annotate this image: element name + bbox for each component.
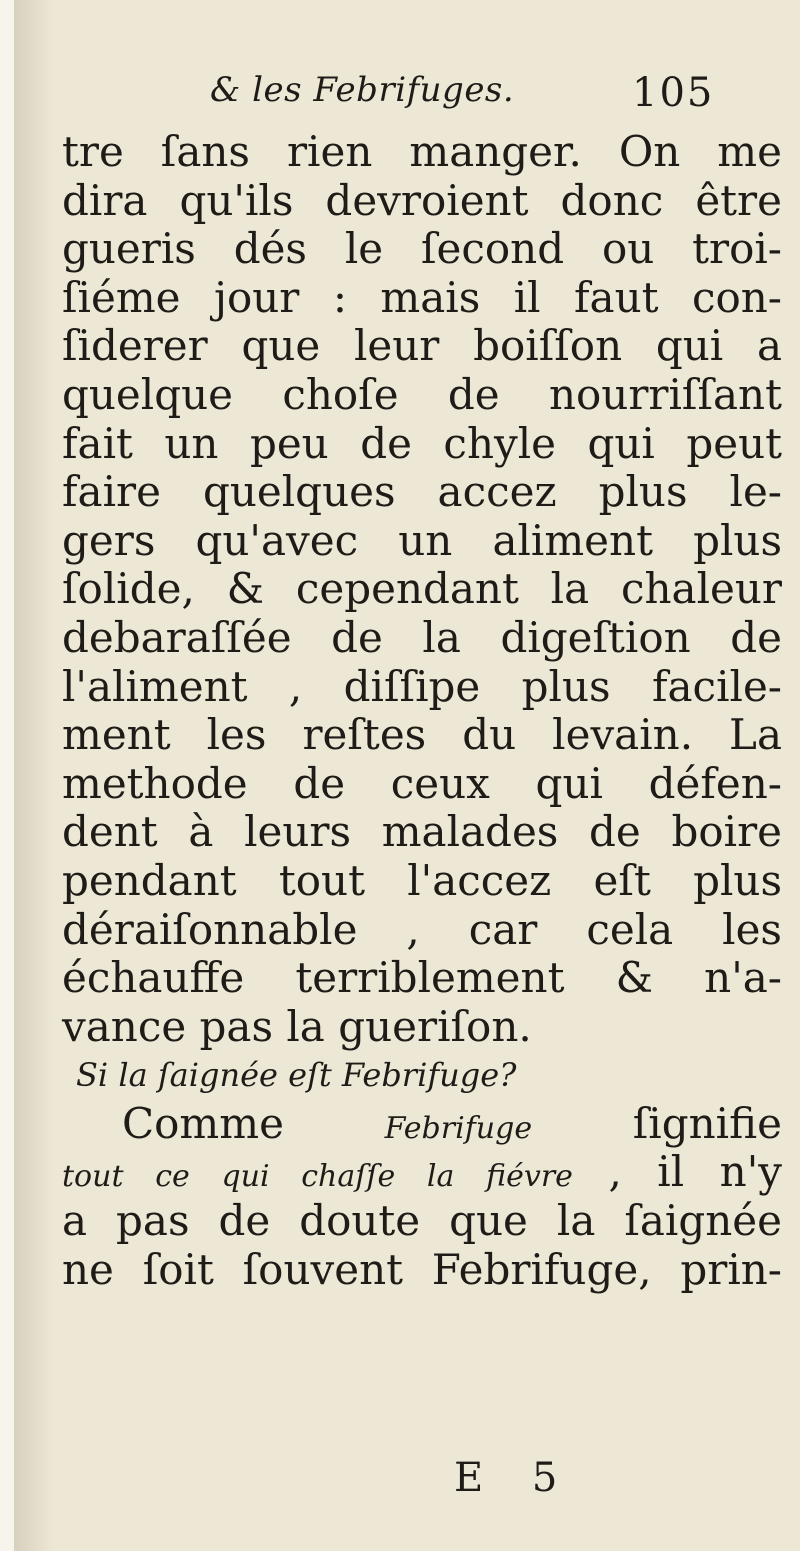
- text-line: vance pas la gueriſon.: [62, 1001, 532, 1051]
- text-line: déraiſonnable , car cela les: [62, 904, 782, 954]
- text-line: [62, 1100, 782, 1149]
- text-line: pendant tout l'accez eſt plus: [62, 855, 782, 905]
- italic-phrase: tout ce qui chaſſe la fiévre: [62, 1159, 573, 1195]
- text-line: ne ſoit ſouvent Febrifuge, prin-: [62, 1244, 782, 1294]
- page-header: [14, 70, 800, 120]
- text-line: debaraſſée de la digeſtion de: [62, 612, 782, 662]
- text-fragment: Comme: [122, 1098, 284, 1148]
- text-line: a pas de doute que la ſaignée: [62, 1196, 782, 1246]
- italic-term: Febrifuge: [384, 1110, 533, 1146]
- text-line: gueris dés le ſecond ou troi-: [62, 224, 782, 274]
- text-line: ſiéme jour : mais il faut con-: [62, 272, 782, 322]
- text-line: dent à leurs malades de boire: [62, 807, 782, 857]
- running-title: & les Febrifuges.: [210, 70, 515, 110]
- section-heading: Si la ſaignée eſt Febrifuge?: [76, 1056, 517, 1095]
- text-line: fait un peu de chyle qui peut: [62, 418, 782, 468]
- text-line: l'aliment , diſſipe plus facile-: [62, 661, 782, 711]
- body-text: [62, 128, 782, 1294]
- text-line: ſolide, & cependant la chaleur: [62, 564, 782, 614]
- text-line: methode de ceux qui défen-: [62, 758, 782, 808]
- gutter-shadow: [14, 0, 54, 1551]
- text-line: dira qu'ils devroient donc être: [62, 175, 782, 225]
- text-line: échauffe terriblement & n'a-: [62, 953, 782, 1003]
- text-line: quelque choſe de nourriſſant: [62, 369, 782, 419]
- text-line: ſiderer que leur boiſſon qui a: [62, 321, 782, 371]
- text-line: gers qu'avec un aliment plus: [62, 515, 782, 565]
- text-fragment: ſignifie: [632, 1098, 782, 1148]
- text-line: [62, 1148, 782, 1197]
- text-line: ment les reſtes du levain. La: [62, 710, 782, 760]
- text-line: tre ſans rien manger. On me: [62, 127, 782, 176]
- text-line: faire quelques accez plus le-: [62, 467, 782, 517]
- page-number: 105: [632, 70, 715, 116]
- signature-mark: E 5: [454, 1455, 576, 1501]
- text-fragment: , il n'y: [608, 1147, 782, 1197]
